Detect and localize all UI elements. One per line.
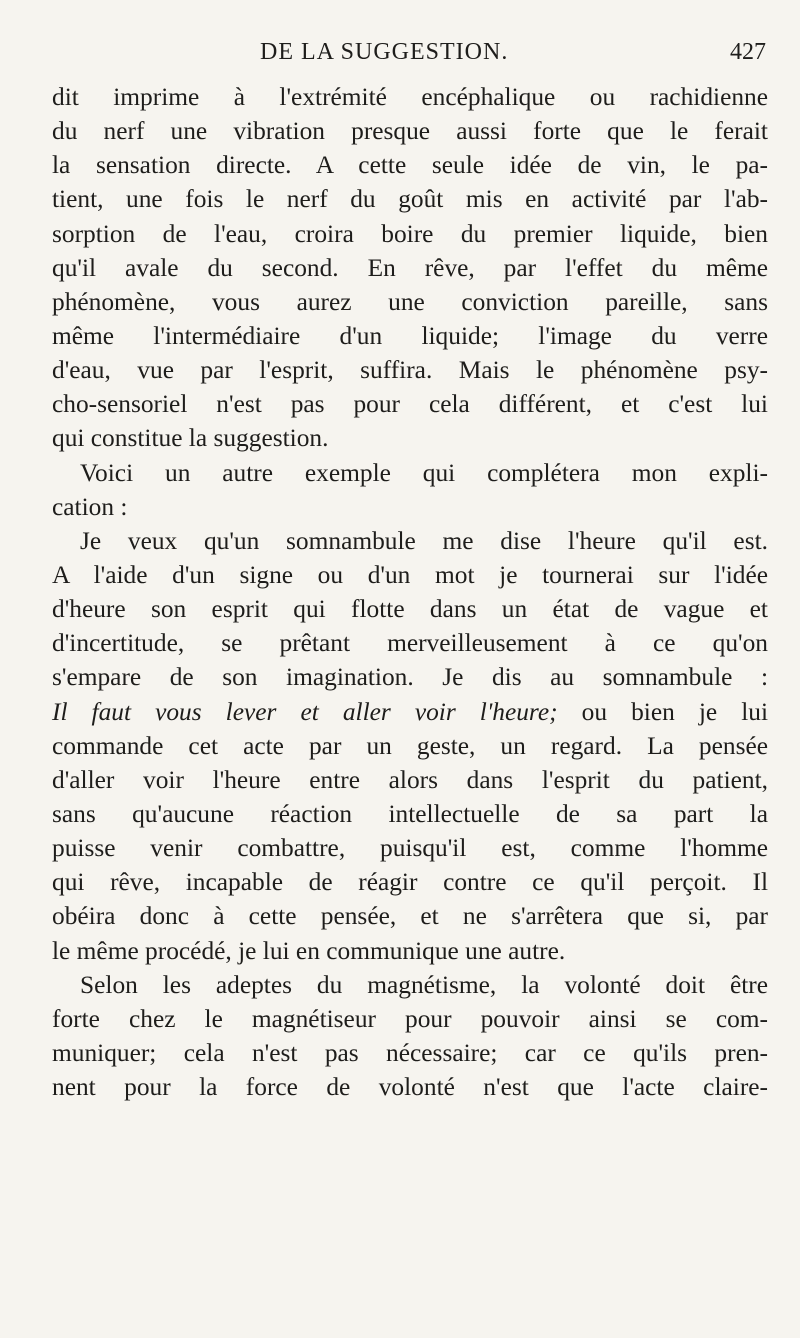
text-line: même l'intermédiaire d'un liquide; l'image du verre	[52, 321, 768, 350]
text-line: A l'aide d'un signe ou d'un mot je tournerai sur l'idée	[52, 560, 768, 589]
running-head	[52, 36, 768, 80]
text-line: qui constitue la suggestion.	[52, 424, 329, 453]
text-line: d'heure son esprit qui flotte dans un état de vague et	[52, 595, 768, 624]
body-text	[52, 80, 768, 1104]
book-page	[52, 36, 768, 1104]
text-line: sorption de l'eau, croira boire du premier liquide, bien	[52, 219, 768, 248]
text-line: cho-sensoriel n'est pas pour cela différent, et c'est lui	[52, 390, 768, 419]
text-line: qui rêve, incapable de réagir contre ce qu'il perçoit. Il	[52, 868, 768, 897]
text-line: tient, une fois le nerf du goût mis en activité par l'ab-	[52, 185, 768, 214]
text-line: d'incertitude, se prêtant merveilleusement à ce qu'on	[52, 629, 768, 658]
text-line: Selon les adeptes du magnétisme, la volonté doit être	[80, 970, 768, 999]
text-line: d'eau, vue par l'esprit, suffira. Mais le phénomène psy-	[52, 356, 768, 385]
text-line: dit imprime à l'extrémité encéphalique ou rachidienne	[52, 83, 768, 111]
text-line: la sensation directe. A cette seule idée de vin, le pa-	[52, 151, 768, 180]
text-line: forte chez le magnétiseur pour pouvoir ainsi se com-	[52, 1004, 768, 1033]
text-line: cation :	[52, 492, 128, 521]
text-line: d'aller voir l'heure entre alors dans l'esprit du patient,	[52, 765, 768, 794]
page-number: 427	[730, 39, 766, 65]
text-line: commande cet acte par un geste, un regard. La pensée	[52, 731, 768, 760]
text-line: qu'il avale du second. En rêve, par l'effet du même	[52, 253, 768, 282]
italic-quote: Il faut vous lever et aller voir l'heure;	[52, 697, 558, 726]
text-line-rest: ou bien je lui	[557, 697, 769, 726]
text-line	[52, 695, 768, 729]
text-line: le même procédé, je lui en communique une autre.	[52, 936, 566, 965]
text-line: muniquer; cela n'est pas nécessaire; car ce qu'ils pren-	[52, 1038, 768, 1067]
text-line: obéira donc à cette pensée, et ne s'arrêtera que si, par	[52, 902, 768, 931]
text-line: phénomène, vous aurez une conviction pareille, sans	[52, 287, 768, 316]
text-line: Voici un autre exemple qui complétera mon expli-	[80, 458, 768, 487]
text-line: sans qu'aucune réaction intellectuelle de sa part la	[52, 799, 768, 828]
text-line: Je veux qu'un somnambule me dise l'heure qu'il est.	[80, 526, 768, 555]
running-head-title: DE LA SUGGESTION.	[260, 39, 509, 65]
text-line: nent pour la force de volonté n'est que l'acte claire-	[52, 1073, 768, 1102]
text-line: puisse venir combattre, puisqu'il est, comme l'homme	[52, 834, 768, 863]
text-line: s'empare de son imagination. Je dis au somnambule :	[52, 663, 768, 692]
text-line: du nerf une vibration presque aussi forte que le ferait	[52, 117, 768, 146]
